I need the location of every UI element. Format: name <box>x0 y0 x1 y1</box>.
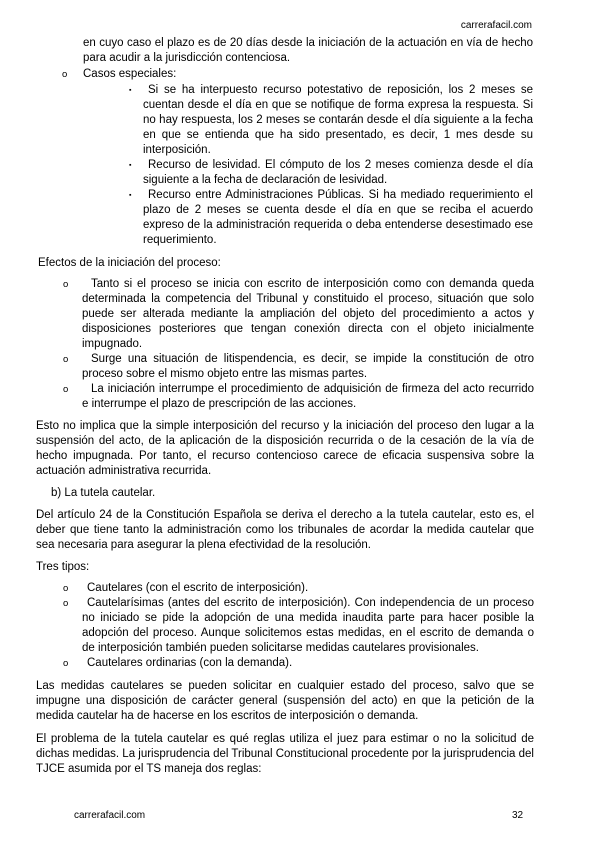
circle-bullet-icon: o <box>63 598 69 609</box>
tutela-heading: b) La tutela cautelar. <box>51 487 156 499</box>
efecto-text: La iniciación interrumpe el procedimiento de adquisición de firmeza del acto recurrido e interrumpe el plazo de prescripción de las acciones. <box>82 383 534 410</box>
caso-item <box>129 188 533 248</box>
footer-site: carrerafacil.com <box>74 810 146 821</box>
page-number: 32 <box>512 810 524 821</box>
square-bullet-icon: ▪ <box>129 162 132 169</box>
tipo-text: Cautelarísimas (antes del escrito de interposición). Con independencia de un proceso no iniciado se pide la adopción de una medida inaudita parte para hacer posible la adopción del proceso. Aunque solicitemos estas medidas, en el escrito de demanda o de interposición también pueden solicitarse medidas cautelares provisionales. <box>82 597 534 654</box>
casos-item <box>62 67 533 82</box>
circle-bullet-icon: o <box>62 69 68 80</box>
tipo-text: Cautelares (con el escrito de interposición). <box>87 582 309 594</box>
tipo-item <box>63 596 534 656</box>
tipo-item <box>63 581 534 596</box>
header-site: carrerafacil.com <box>460 20 532 31</box>
circle-bullet-icon: o <box>63 279 69 290</box>
page-content <box>0 36 600 777</box>
circle-bullet-icon: o <box>63 583 69 594</box>
paragraph-problema: El problema de la tutela cautelar es qué reglas utiliza el juez para estimar o no la solicitud de dichas medidas. La jurisprudencia del Tribunal Constitucional procedente por la jurisprudencia del TJCE asumida por el TS maneja dos reglas: <box>36 733 534 775</box>
circle-bullet-icon: o <box>63 354 69 365</box>
caso-item <box>129 158 533 188</box>
caso-item <box>129 83 533 158</box>
paragraph-art24: Del artículo 24 de la Constitución Española se deriva el derecho a la tutela cautelar, esto es, el deber que tiene tanto la administración como los tribunales de acordar la medida cautelar que sea necesaria para asegurar la plena efectividad de la resolución. <box>36 509 534 551</box>
caso-text: Si se ha interpuesto recurso potestativo de reposición, los 2 meses se cuentan desde el día en que se notifique de forma expresa la respuesta. Si no hay respuesta, los 2 meses se contarán desde el día siguiente a la fecha en que se entienda que ha sido presentado, es decir, 1 mes desde su interposición. <box>143 84 533 156</box>
paragraph-medidas: Las medidas cautelares se pueden solicitar en cualquier estado del proceso, salvo que se impugne una disposición de carácter general (suspensión del acto) en que la petición de la medida cautelar ha de hacerse en los escritos de interposición o demanda. <box>36 680 534 722</box>
efecto-text: Surge una situación de litispendencia, es decir, se impide la constitución de otro proceso sobre el mismo objeto entre las mismas partes. <box>82 353 534 380</box>
paragraph-suspension: Esto no implica que la simple interposición del recurso y la iniciación del proceso den lugar a la suspensión del acto, de la aplicación de la disposición recurrida o de la cesación de la vía de hecho impugnada. Por tanto, el recurso contencioso carece de eficacia suspensiva sobre la actuación administrativa recurrida. <box>36 420 534 477</box>
square-bullet-icon: ▪ <box>129 87 132 94</box>
casos-label: Casos especiales: <box>83 68 177 80</box>
efecto-item <box>63 382 534 412</box>
efecto-item <box>63 277 534 352</box>
tipo-text: Cautelares ordinarias (con la demanda). <box>87 657 293 669</box>
circle-bullet-icon: o <box>63 658 69 669</box>
caso-text: Recurso de lesividad. El cómputo de los 2 meses comienza desde el día siguiente a la fecha de declaración de lesividad. <box>143 159 533 186</box>
efecto-text: Tanto si el proceso se inicia con escrito de interposición como con demanda queda determinada la competencia del Tribunal y constituido el proceso, situación que solo puede ser alterada mediante la ampliación del objeto del procedimiento a actos y disposiciones posteriores que tengan conexión directa con el objeto inicialmente impugnado. <box>82 278 534 350</box>
tipo-item <box>63 656 534 671</box>
circle-bullet-icon: o <box>63 384 69 395</box>
continuation-text: en cuyo caso el plazo es de 20 días desde la iniciación de la actuación en vía de hecho para acudir a la jurisdicción contenciosa. <box>83 37 533 64</box>
efecto-item <box>63 352 534 382</box>
square-bullet-icon: ▪ <box>129 192 132 199</box>
caso-text: Recurso entre Administraciones Públicas. Si ha mediado requerimiento el plazo de 2 meses se cuenta desde el día en que se reciba el acuerdo expreso de la administración requerida o deba entenderse desestimado ese requerimiento. <box>143 189 533 246</box>
tres-tipos-label: Tres tipos: <box>36 561 90 573</box>
efectos-heading: Efectos de la iniciación del proceso: <box>38 257 221 269</box>
